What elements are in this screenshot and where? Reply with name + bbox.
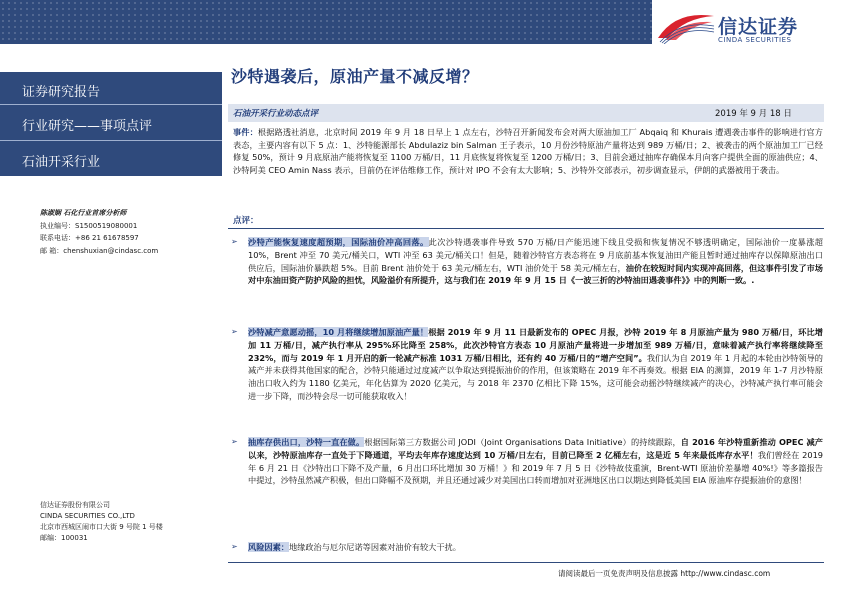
cinda-logo-icon — [656, 8, 716, 44]
event-label: 事件： — [233, 127, 258, 137]
firm-info — [40, 500, 163, 544]
event-paragraph — [233, 126, 823, 176]
arrow-bullet-icon: ➢ — [231, 327, 238, 336]
logo-text-cn: 信达证券 — [718, 16, 799, 38]
point-paragraph — [248, 541, 823, 554]
point-highlight: 抽库存供出口，沙特一直在做。 — [248, 437, 365, 447]
point-highlight: 沙特减产意愿动摇，10 月将继续增加原油产量！ — [248, 327, 429, 337]
point-body-bold: 根据 2019 年 9 月 11 日最新发布的 OPEC 月报，沙特 2019 年 8 月原油产量为 980 万桶/日，环比增加 11 万桶/日，减产执行率从 295%环比降至 258%，此次沙特官方表态 10 月原油产量将进一步增加至 989 万桶/日，意味着减产执行率将继续降至 232%，而与 2019 年 1 月开启的新一轮减产标准 1031 万桶/日相比，还有约 40 万桶/日的“增产空间”。 — [248, 327, 823, 363]
analyst-email[interactable]: 邮 箱：chenshuxian@cindasc.com — [40, 246, 159, 255]
arrow-bullet-icon: ➢ — [231, 437, 238, 446]
footer-divider — [228, 562, 824, 563]
sidebar-item-research-type: 行业研究——事项点评 — [22, 119, 153, 134]
point-body: 我们曾经在 2019 年 6 月 21 日《沙特出口下降不及产量，6 月出口环比增加 30 万桶！》和 2019 年 7 月 5 日《沙特故伎重演，Brent-WTI 原油价差暴增 40%!》等多篇报告中提过，沙特虽然减产积极，但出口降幅不及预期，并且还通过减少对美国出口转而增加对亚洲地区出口以期达到降低美国 EIA 原油库存提振油价的意图！ — [248, 449, 823, 486]
logo-text-en: CINDA SECURITIES — [718, 36, 792, 44]
points-label: 点评： — [233, 216, 259, 226]
analyst-info — [40, 207, 158, 257]
arrow-bullet-icon: ➢ — [231, 237, 238, 246]
sidebar-item-report-type: 证券研究报告 — [22, 85, 101, 100]
firm-postcode: 邮编：100031 — [40, 534, 88, 542]
point-paragraph — [248, 436, 823, 487]
sidebar-divider — [0, 140, 222, 141]
sidebar-item-industry: 石油开采行业 — [22, 155, 101, 170]
analyst-name: 陈淑娴 石化行业首席分析师 — [40, 209, 127, 217]
arrow-bullet-icon: ➢ — [231, 542, 238, 551]
point-body-bold: 自 2016 年沙特重新推动 OPEC 减产以来，沙特原油库存一直处于下降通道，平均去年库存速度达到 10 万桶/日左右，目前已降至 2 亿桶左右，这是近 5 年来最低库存水平！ — [248, 437, 823, 460]
sidebar-divider — [0, 104, 222, 105]
page-title: 沙特遇袭后，原油产量不减反增？ — [231, 67, 479, 86]
analyst-phone: 联系电话：+86 21 61678597 — [40, 234, 139, 242]
header-band — [0, 0, 652, 44]
point-paragraph — [248, 326, 823, 403]
analyst-license: 执业编号：S1500519080001 — [40, 221, 138, 230]
section-divider — [228, 228, 824, 229]
point-highlight: 风险因素： — [248, 542, 289, 552]
point-body: 我们认为自 2019 年 1 月起的本轮由沙特领导的减产并未获得其他国家的配合，沙特只能通过过度减产以争取达到提振油价的作用，但该策略在 2019 年不再奏效。根据 EIA 的测算，2019 年 1-7 月沙特原油出口收入约为 1180 亿美元，年化估算为 2020 亿美元，与 2018 年 2370 亿相比下降 15%，这可能会动摇沙特继续减产的决心，沙特减产执行率可能会进一步下降，而沙特会尽一切可能获取收入！ — [248, 352, 823, 401]
point-body: 此次沙特遇袭事件导致 570 万桶/日产能迅速下线且受损和恢复情况不够透明确定，国际油价一度暴涨超 10%，Brent 冲至 70 美元/桶关口，WTI 冲至 63 美元/桶关口！但是，随着沙特官方表态将在 9 月底前基本恢复油田产能且暂时通过抽库存以保障原油出口供应后，国际油价暴跌超 5%。目前 Brent 油价处于 63 美元/桶左右，WTI 油价处于 58 美元/桶左右， — [248, 237, 823, 273]
report-date: 2019 年 9 月 18 日 — [715, 109, 792, 119]
point-body-bold: 油价在较短时间内实现冲高回落，但这事件引发了市场对中东油田资产防护风险的担忧，风险溢价有所提升，这与我们在 2019 年 9 月 15 日《一波三折的沙特油田遇袭事件》》中的判断一致。. — [248, 262, 823, 286]
firm-name-en: CINDA SECURITIES CO.,LTD — [40, 512, 135, 520]
point-body: 地缘政治与厄尔尼诺等因素对油价有较大干扰。 — [288, 542, 461, 552]
point-paragraph — [248, 236, 823, 287]
point-body: 根据国际第三方数据公司 JODI（Joint Organisations Data Initiative）的持续跟踪， — [364, 437, 681, 447]
report-subtitle: 石油开采行业动态点评 — [233, 109, 319, 119]
firm-name-cn: 信达证券股份有限公司 — [40, 501, 110, 509]
footer-disclaimer[interactable]: 请阅读最后一页免责声明及信息披露 http://www.cindasc.com — [558, 569, 771, 578]
point-highlight: 沙特产能恢复速度超预期，国际油价冲高回落。 — [248, 237, 429, 247]
event-text: 根据路透社消息，北京时间 2019 年 9 月 18 日早上 1 点左右，沙特召开新闻发布会对两大原油加工厂 Abqaiq 和 Khurais 遭遇袭击事件的影响进行官方表态，主要内容有以下 5 点：1、沙特能源部长 Abdulaziz bin Salman 王子表示，10 月份沙特原油产量将达到 989 万桶/日；2、被袭击的两个原油加工厂已经修复 50%，预计 9 月底原油产能将恢复至 1100 万桶/日，11 月底恢复将恢复至 1200 万桶/日；3、目前会通过抽库存确保本月向客户提供全面的原油供应；4、沙特阿美 CEO Amin Nass 表示，目前仍在评估维修工作，预计对 IPO 不会有太大影响；5、沙特外交部表示，初步调查显示，伊朗的武器被用于袭击。 — [233, 127, 823, 175]
firm-address: 北京市西城区闹市口大街 9 号院 1 号楼 — [40, 523, 163, 531]
